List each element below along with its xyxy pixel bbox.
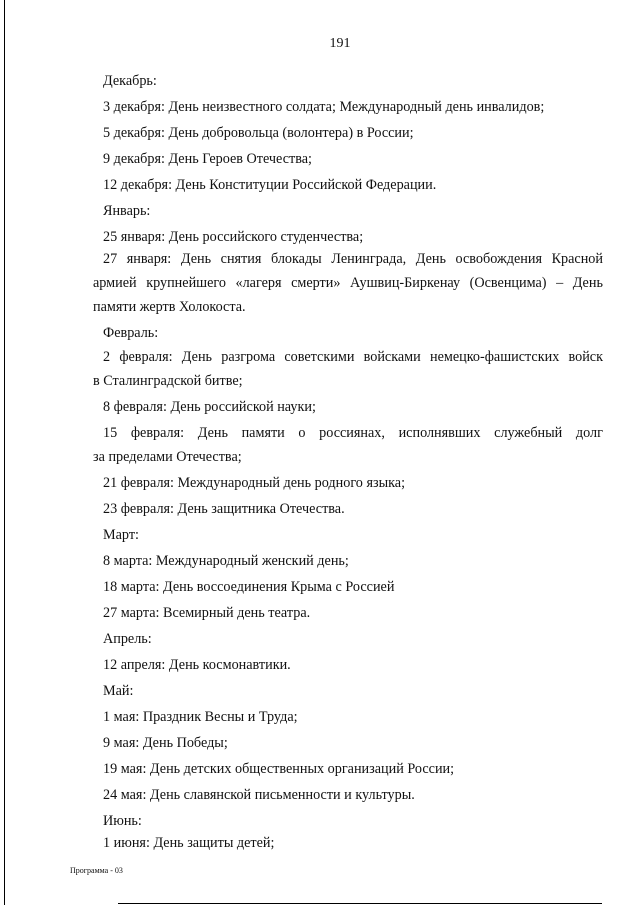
text-line: 27 марта: Всемирный день театра. <box>103 605 311 621</box>
text-line: Апрель: <box>103 631 152 647</box>
text-line: Декабрь: <box>103 73 157 89</box>
text-line: Март: <box>103 527 139 543</box>
text-line: за пределами Отечества; <box>93 449 242 465</box>
text-line: 21 февраля: Международный день родного языка; <box>103 475 406 491</box>
text-line: армией крупнейшего «лагеря смерти» Аушвиц-Биркенау (Освенцима) – День <box>93 275 603 291</box>
text-line: в Сталинградской битве; <box>93 373 243 389</box>
text-line: 9 мая: День Победы; <box>103 735 228 751</box>
text-line: Февраль: <box>103 325 159 341</box>
text-line: 24 мая: День славянской письменности и культуры. <box>103 787 415 803</box>
text-line: Июнь: <box>103 813 142 829</box>
scan-edge-line <box>4 0 5 905</box>
text-line: 8 марта: Международный женский день; <box>103 553 349 569</box>
bottom-rule <box>118 903 602 904</box>
text-line: 12 апреля: День космонавтики. <box>103 657 291 673</box>
text-line: 2 февраля: День разгрома советскими войсками немецко-фашистских войск <box>103 349 603 365</box>
text-line: 5 декабря: День добровольца (волонтера) в России; <box>103 125 414 141</box>
text-line: 1 июня: День защиты детей; <box>103 835 275 851</box>
page-number: 191 <box>329 36 351 51</box>
text-line: 25 января: День российского студенчества; <box>103 229 364 245</box>
text-line: Май: <box>103 683 134 699</box>
text-line: 15 февраля: День памяти о россиянах, исполнявших служебный долг <box>103 425 603 441</box>
text-line: памяти жертв Холокоста. <box>93 299 246 315</box>
text-line: Январь: <box>103 203 151 219</box>
text-line: 27 января: День снятия блокады Ленинграда, День освобождения Красной <box>103 251 603 267</box>
text-line: 19 мая: День детских общественных организаций России; <box>103 761 455 777</box>
text-line: 1 мая: Праздник Весны и Труда; <box>103 709 298 725</box>
text-line: 3 декабря: День неизвестного солдата; Международный день инвалидов; <box>103 99 545 115</box>
text-line: 9 декабря: День Героев Отечества; <box>103 151 312 167</box>
text-line: 12 декабря: День Конституции Российской Федерации. <box>103 177 437 193</box>
footer-label: Программа - 03 <box>70 866 123 875</box>
text-line: 8 февраля: День российской науки; <box>103 399 316 415</box>
text-line: 23 февраля: День защитника Отечества. <box>103 501 345 517</box>
text-line: 18 марта: День воссоединения Крыма с Россией <box>103 579 395 595</box>
